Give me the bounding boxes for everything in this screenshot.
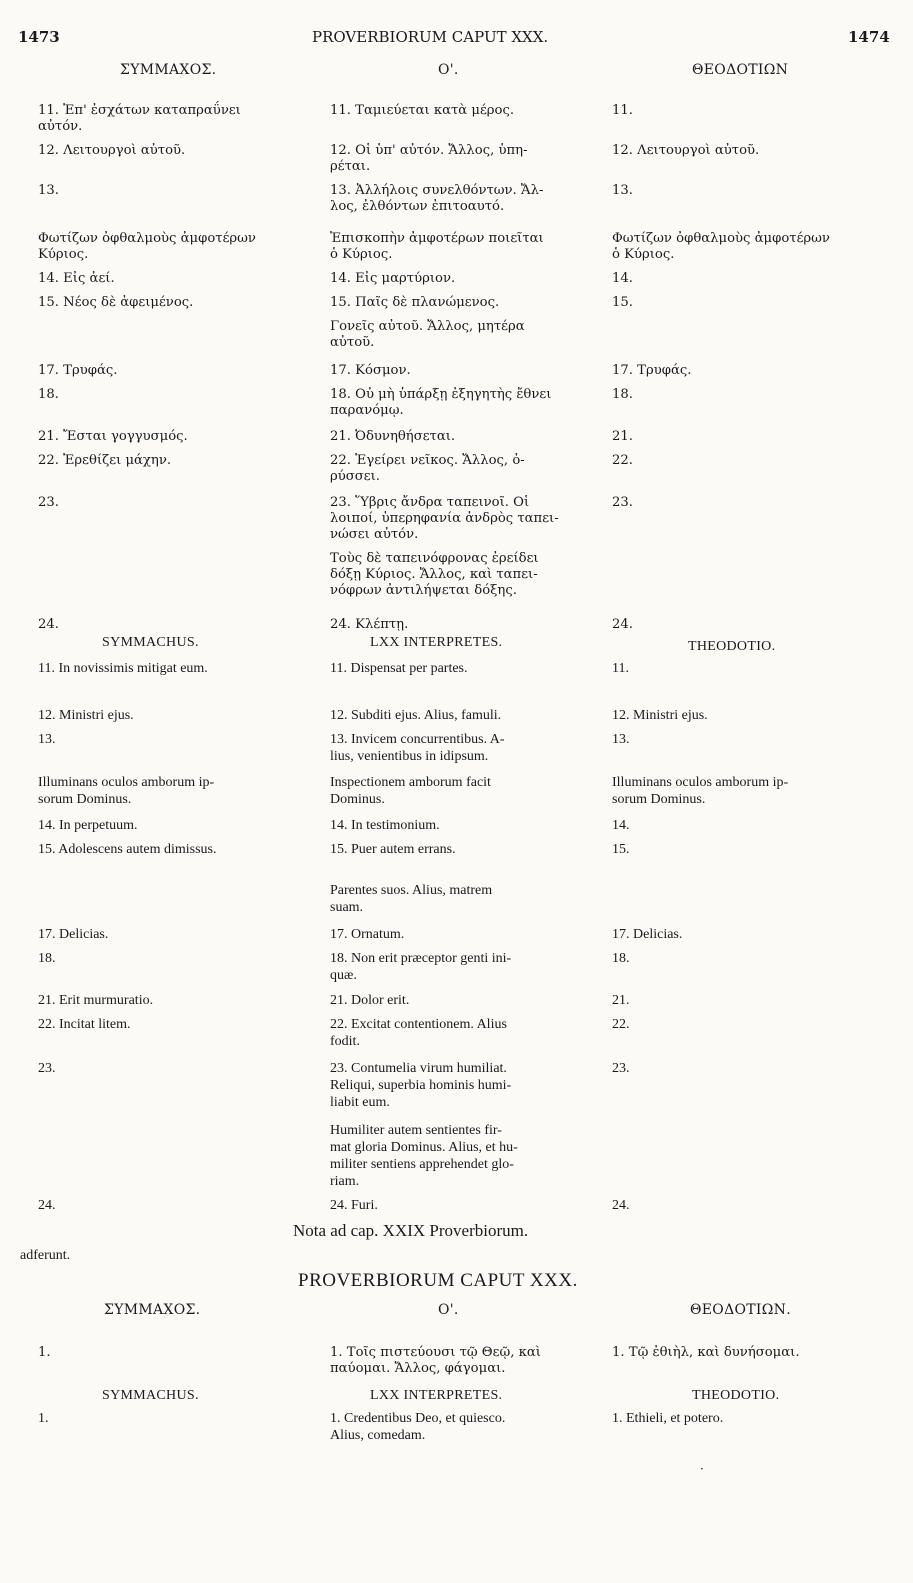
greek_1-c1-row-7	[38, 363, 306, 379]
text-line: Κύριος.	[38, 247, 89, 262]
text-line: 11.	[612, 661, 629, 676]
col-head-symmachus-greek-2: ΣΥΜΜΑΧΟΣ.	[104, 1302, 201, 1318]
text-line: Ἐπισκοπὴν ἀμφοτέρων ποιεῖται	[330, 231, 544, 246]
greek_1-c1-row-1	[38, 143, 306, 159]
text-line: 15.	[612, 295, 633, 310]
text-line: 17. Delicias.	[38, 927, 109, 942]
text-line: 11.	[612, 103, 633, 118]
greek_1-c3-row-11	[612, 495, 892, 511]
latin_1-c3-row-11	[612, 1060, 892, 1077]
text-line: ὁ Κύριος.	[330, 247, 393, 262]
latin_1-c1-row-5	[38, 841, 306, 858]
text-line: Reliqui, superbia hominis humi-	[330, 1078, 512, 1093]
text-line: 24.	[612, 1198, 630, 1213]
col-head-symmachus-latin: SYMMACHUS.	[102, 635, 199, 650]
note-title: Nota ad cap. XXIX Proverbiorum.	[293, 1221, 529, 1240]
text-line: 23.	[612, 1061, 630, 1076]
col-head-theodotion-latin: THEODOTIO.	[688, 639, 776, 654]
text-line: 12. Οἱ ὑπ' αὐτόν. Ἄλλος, ὑπη-	[330, 143, 528, 158]
greek_1-c3-row-10	[612, 453, 892, 469]
latin_1-c2-row-9	[330, 992, 595, 1009]
text-line: 1.	[38, 1411, 49, 1426]
text-line: 18. Non erit præceptor genti ini-	[330, 951, 512, 966]
text-line: αὐτόν.	[38, 119, 83, 134]
greek_1-c2-row-4	[330, 271, 595, 287]
greek_2-c2-row-0	[330, 1345, 595, 1377]
text-line: Φωτίζων ὀφθαλμοὺς ἀμφοτέρων	[38, 231, 256, 246]
latin_1-c1-row-10	[38, 1016, 306, 1033]
text-line: 24. Furi.	[330, 1198, 378, 1213]
text-line: suam.	[330, 900, 364, 915]
text-line: 14.	[612, 271, 633, 286]
greek_1-c3-row-3	[612, 231, 892, 263]
latin_1-c2-row-2	[330, 731, 595, 765]
text-line: 12. Ministri ejus.	[612, 708, 708, 723]
text-line: 14. Εἰς ἀεί.	[38, 271, 115, 286]
text-line: 22. Incitat litem.	[38, 1017, 131, 1032]
text-line: 17. Τρυφάς.	[38, 363, 118, 378]
text-line: 18.	[38, 951, 56, 966]
text-line: ρέται.	[330, 159, 371, 174]
text-line: 22. Ἐρεθίζει μάχην.	[38, 453, 172, 468]
section-title: PROVERBIORUM CAPUT XXX.	[298, 1270, 578, 1291]
text-line: 1. Ethieli, et potero.	[612, 1411, 724, 1426]
text-line: 17. Κόσμον.	[330, 363, 411, 378]
latin_1-c1-row-11	[38, 1060, 306, 1077]
text-line: 23.	[612, 495, 633, 510]
greek_1-c1-row-9	[38, 429, 306, 445]
latin_1-c3-row-3	[612, 774, 892, 808]
text-line: fodit.	[330, 1034, 360, 1049]
latin_1-c3-row-13	[612, 1197, 892, 1214]
text-line: sorum Dominus.	[612, 792, 706, 807]
greek_1-c2-row-7	[330, 363, 595, 379]
latin_1-c1-row-4	[38, 817, 306, 834]
text-line: 24.	[38, 1198, 56, 1213]
text-line: 12. Subditi ejus. Alius, famuli.	[330, 708, 502, 723]
greek_1-c2-row-9	[330, 429, 595, 445]
latin_1-c2-row-12	[330, 1122, 595, 1190]
text-line: 24.	[612, 617, 633, 632]
text-line: 15. Adolescens autem dimissus.	[38, 842, 217, 857]
greek_1-c1-row-2	[38, 183, 306, 199]
text-line: Illuminans oculos amborum ip-	[612, 775, 789, 790]
latin_1-c2-row-11	[330, 1060, 595, 1111]
greek_1-c2-row-13	[330, 617, 595, 633]
latin_1-c1-row-2	[38, 731, 306, 748]
text-line: 24.	[38, 617, 59, 632]
latin_1-c2-row-8	[330, 950, 595, 984]
text-line: Τοὺς δὲ ταπεινόφρονας ἐρείδει	[330, 551, 539, 566]
text-line: νώσει αὐτόν.	[330, 527, 419, 542]
text-line: 21. Ὀδυνηθήσεται.	[330, 429, 456, 444]
text-line: 18.	[612, 387, 633, 402]
text-line: 17. Τρυφάς.	[612, 363, 692, 378]
greek_1-c1-row-8	[38, 387, 306, 403]
text-line: παύομαι. Ἄλλος, φάγομαι.	[330, 1361, 506, 1376]
text-line: Humiliter autem sentientes fir-	[330, 1123, 502, 1138]
text-line: 21.	[612, 429, 633, 444]
latin_1-c1-row-1	[38, 707, 306, 724]
text-line: 13.	[612, 183, 633, 198]
latin_1-c2-row-7	[330, 926, 595, 943]
greek_1-c2-row-8	[330, 387, 595, 419]
latin_1-c3-row-7	[612, 926, 892, 943]
latin_1-c2-row-5	[330, 841, 595, 858]
text-line: quæ.	[330, 968, 357, 983]
greek_2-c1-row-0	[38, 1345, 306, 1361]
text-line: 13. Ἀλλήλοις συνελθόντων. Ἄλ-	[330, 183, 544, 198]
col-head-theodotion-greek: ΘΕΟΔΟΤΙΩΝ	[692, 62, 789, 78]
text-line: 1. Credentibus Deo, et quiesco.	[330, 1411, 506, 1426]
col-head-lxx-latin-2: LXX INTERPRETES.	[370, 1388, 503, 1403]
text-line: 1.	[38, 1345, 51, 1360]
text-line: 23.	[38, 495, 59, 510]
text-line: 15. Παῖς δὲ πλανώμενος.	[330, 295, 500, 310]
text-line: 15.	[612, 842, 630, 857]
text-line: 18. Οὐ μὴ ὑπάρξῃ ἐξηγητὴς ἔθνει	[330, 387, 552, 402]
text-line: 11. Dispensat per partes.	[330, 661, 468, 676]
text-line: λοιποί, ὑπερηφανία ἀνδρὸς ταπει-	[330, 511, 559, 526]
text-line: λος, ἐλθόντων ἐπιτοαυτό.	[330, 199, 505, 214]
text-line: 21.	[612, 993, 630, 1008]
latin_1-c1-row-3	[38, 774, 306, 808]
greek_1-c1-row-13	[38, 617, 306, 633]
latin_1-c3-row-5	[612, 841, 892, 858]
text-line: Parentes suos. Alius, matrem	[330, 883, 493, 898]
text-line: 22. Excitat contentionem. Alius	[330, 1017, 507, 1032]
text-line: 23.	[38, 1061, 56, 1076]
greek_1-c1-row-0	[38, 103, 306, 135]
latin_1-c3-row-9	[612, 992, 892, 1009]
text-line: δόξῃ Κύριος. Ἄλλος, καὶ ταπει-	[330, 567, 538, 582]
text-line: 15. Puer autem errans.	[330, 842, 456, 857]
latin_2-c1-row-0	[38, 1410, 306, 1427]
latin_1-c3-row-10	[612, 1016, 892, 1033]
text-line: militer sentiens apprehendet glo-	[330, 1157, 514, 1172]
text-line: 11. In novissimis mitigat eum.	[38, 661, 208, 676]
page-number-left: 1473	[18, 28, 60, 46]
text-line: ρύσσει.	[330, 469, 380, 484]
greek_1-c3-row-0	[612, 103, 892, 119]
latin_1-c2-row-0	[330, 660, 595, 677]
text-line: 22.	[612, 453, 633, 468]
latin_1-c1-row-13	[38, 1197, 306, 1214]
greek_1-c3-row-13	[612, 617, 892, 633]
text-line: liabit eum.	[330, 1095, 390, 1110]
latin_1-c3-row-8	[612, 950, 892, 967]
text-line: 21. Erit murmuratio.	[38, 993, 154, 1008]
latin_1-c3-row-4	[612, 817, 892, 834]
col-head-lxx-latin: LXX INTERPRETES.	[370, 635, 503, 650]
text-line: 21. Ἔσται γογγυσμός.	[38, 429, 188, 444]
text-line: 11. Ἐπ' ἐσχάτων καταπραΰνει	[38, 103, 241, 118]
latin_1-c2-row-13	[330, 1197, 595, 1214]
text-line: 12. Ministri ejus.	[38, 708, 134, 723]
text-line: 13.	[38, 183, 59, 198]
greek_1-c2-row-0	[330, 103, 595, 119]
text-line: 21. Dolor erit.	[330, 993, 410, 1008]
greek_1-c2-row-2	[330, 183, 595, 215]
greek_1-c3-row-5	[612, 295, 892, 311]
latin_1-c2-row-4	[330, 817, 595, 834]
greek_1-c3-row-9	[612, 429, 892, 445]
greek_1-c3-row-8	[612, 387, 892, 403]
col-head-symmachus-latin-2: SYMMACHUS.	[102, 1388, 199, 1403]
text-line: 18.	[612, 951, 630, 966]
greek_1-c2-row-12	[330, 551, 595, 599]
text-line: 14. Εἰς μαρτύριον.	[330, 271, 456, 286]
latin_1-c1-row-8	[38, 950, 306, 967]
text-line: 13.	[612, 732, 630, 747]
text-line: 14. In perpetuum.	[38, 818, 138, 833]
latin_1-c2-row-3	[330, 774, 595, 808]
text-line: Γονεῖς αὐτοῦ. Ἄλλος, μητέρα	[330, 319, 525, 334]
greek_1-c1-row-10	[38, 453, 306, 469]
text-line: παρανόμῳ.	[330, 403, 404, 418]
text-line: νόφρων ἀντιλήψεται δόξης.	[330, 583, 517, 598]
text-line: 11. Ταμιεύεται κατὰ μέρος.	[330, 103, 515, 118]
latin_1-c1-row-9	[38, 992, 306, 1009]
text-line: 17. Delicias.	[612, 927, 683, 942]
latin_1-c3-row-2	[612, 731, 892, 748]
text-line: sorum Dominus.	[38, 792, 132, 807]
latin_1-c2-row-1	[330, 707, 595, 724]
text-line: 23. Contumelia virum humiliat.	[330, 1061, 507, 1076]
text-line: 22.	[612, 1017, 630, 1032]
greek_1-c1-row-11	[38, 495, 306, 511]
greek_1-c1-row-3	[38, 231, 306, 263]
text-line: 18.	[38, 387, 59, 402]
text-line: 12. Λειτουργοὶ αὐτοῦ.	[38, 143, 186, 158]
text-line: 14.	[612, 818, 630, 833]
greek_1-c2-row-5	[330, 295, 595, 311]
text-line: Φωτίζων ὀφθαλμοὺς ἀμφοτέρων	[612, 231, 830, 246]
greek_1-c3-row-4	[612, 271, 892, 287]
col-head-symmachus-greek: ΣΥΜΜΑΧΟΣ.	[120, 62, 217, 78]
text-line: 23. Ὕβρις ἄνδρα ταπεινοῖ. Οἱ	[330, 495, 530, 510]
latin_1-c1-row-7	[38, 926, 306, 943]
text-line: 12. Λειτουργοὶ αὐτοῦ.	[612, 143, 760, 158]
greek_1-c3-row-7	[612, 363, 892, 379]
greek_1-c2-row-6	[330, 319, 595, 351]
text-line: 24. Κλέπτῃ.	[330, 617, 409, 632]
stray-mark: ·	[700, 1462, 704, 1476]
greek_1-c2-row-3	[330, 231, 595, 263]
latin_1-c3-row-1	[612, 707, 892, 724]
latin_2-c3-row-0	[612, 1410, 892, 1427]
text-line: Illuminans oculos amborum ip-	[38, 775, 215, 790]
text-line: ὁ Κύριος.	[612, 247, 675, 262]
page-number-right: 1474	[848, 28, 890, 46]
text-line: Dominus.	[330, 792, 385, 807]
latin_1-c2-row-10	[330, 1016, 595, 1050]
greek_1-c1-row-5	[38, 295, 306, 311]
text-line: 13.	[38, 732, 56, 747]
col-head-theodotion-latin-2: THEODOTIO.	[692, 1388, 780, 1403]
text-line: mat gloria Dominus. Alius, et hu-	[330, 1140, 518, 1155]
note-text: adferunt.	[20, 1248, 71, 1263]
text-line: 1. Τῷ ἐθιὴλ, καὶ δυνήσομαι.	[612, 1345, 800, 1360]
text-line: 13. Invicem concurrentibus. A-	[330, 732, 505, 747]
col-head-lxx-greek-2: Ο'.	[438, 1302, 459, 1318]
text-line: 22. Ἐγείρει νεῖκος. Ἄλλος, ὀ-	[330, 453, 525, 468]
latin_1-c3-row-0	[612, 660, 892, 677]
latin_1-c1-row-0	[38, 660, 306, 677]
text-line: αὐτοῦ.	[330, 335, 375, 350]
latin_2-c2-row-0	[330, 1410, 595, 1444]
text-line: 15. Νέος δὲ ἀφειμένος.	[38, 295, 194, 310]
greek_1-c3-row-2	[612, 183, 892, 199]
text-line: riam.	[330, 1174, 360, 1189]
text-line: 14. In testimonium.	[330, 818, 440, 833]
greek_1-c1-row-4	[38, 271, 306, 287]
text-line: 17. Ornatum.	[330, 927, 405, 942]
text-line: Inspectionem amborum facit	[330, 775, 491, 790]
greek_1-c2-row-10	[330, 453, 595, 485]
text-line: 1. Τοῖς πιστεύουσι τῷ Θεῷ, καὶ	[330, 1345, 541, 1360]
greek_2-c3-row-0	[612, 1345, 892, 1361]
col-head-theodotion-greek-2: ΘΕΟΔΟΤΙΩΝ.	[690, 1302, 791, 1318]
text-line: Alius, comedam.	[330, 1428, 426, 1443]
col-head-lxx-greek: Ο'.	[438, 62, 459, 78]
text-line: lius, venientibus in idipsum.	[330, 749, 489, 764]
running-title: PROVERBIORUM CAPUT XXX.	[312, 28, 549, 46]
greek_1-c2-row-11	[330, 495, 595, 543]
latin_1-c2-row-6	[330, 882, 595, 916]
greek_1-c2-row-1	[330, 143, 595, 175]
greek_1-c3-row-1	[612, 143, 892, 159]
